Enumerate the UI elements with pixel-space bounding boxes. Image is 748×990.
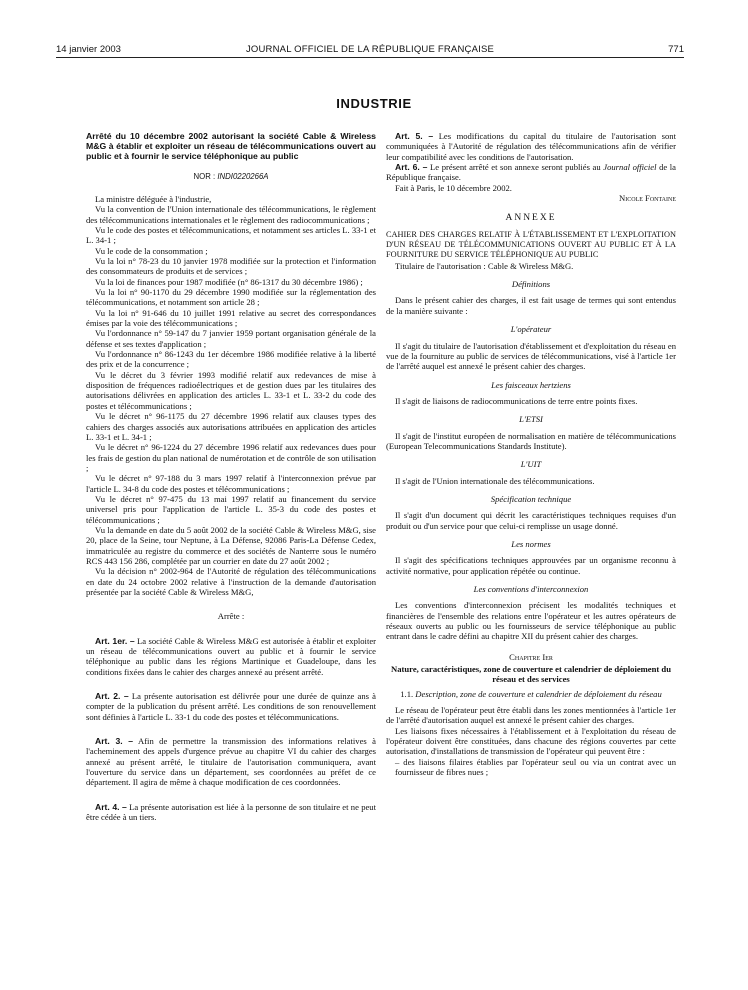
subsection-title: Description, zone de couverture et calendrier de déploiement du réseau: [415, 688, 662, 699]
heading-faisceaux: Les faisceaux hertziens: [491, 379, 571, 390]
article-label: Art. 6. –: [395, 162, 428, 173]
annexe-heading: ANNEXE: [505, 213, 557, 224]
paragraph: Vu l'ordonnance n° 86-1243 du 1er décembre 1986 modifiée relative à la liberté des prix et de la concurrence ;: [86, 349, 376, 370]
paragraph: Il s'agit d'un document qui décrit les caractéristiques techniques requises d'un produit ou d'un service pour que celui-ci remplisse un usage donné.: [386, 510, 676, 531]
heading-specification: Spécification technique: [490, 493, 572, 504]
paragraph: Vu le code de la consommation ;: [95, 245, 208, 256]
paragraph: Il s'agit de l'institut européen de normalisation en matière de télécommunications (European Telecommunications Standards Institute).: [386, 430, 676, 451]
paragraph: Vu la loi n° 91-646 du 10 juillet 1991 relative au secret des correspondances émises par la voie des télécommunications ;: [86, 307, 376, 329]
paragraph: Vu le décret n° 97-475 du 13 mai 1997 relatif au financement du service universel pris pour l'application de l'article L. 35-3 du code des postes et télécommunications ;: [86, 493, 376, 525]
left-column: [86, 131, 376, 823]
right-column: [386, 131, 676, 778]
article-label: Art. 1er. –: [95, 635, 135, 646]
titulaire-line: Titulaire de l'autorisation : Cable & Wireless M&G.: [395, 260, 574, 271]
paragraph: Vu le décret du 3 février 1993 modifié relatif aux redevances de mise à disposition de fréquences radioélectriques et de gestion dues par les titulaires des autorisations délivrées en application des articles L. 33-1 et L. 33-2 du code des postes et télécommunications ;: [86, 369, 376, 411]
nor-label: NOR :: [193, 171, 216, 181]
article-text: de la République française.: [386, 162, 676, 183]
chapter-title: Nature, caractéristiques, zone de couverture et calendrier de déploiement du réseau et des services: [391, 664, 671, 685]
paragraph: Il s'agit du titulaire de l'autorisation d'établissement et d'exploitation du réseau en vue de la fourniture au public de services de télécommunications, visé à l'article 1er de l'arrêté auquel est annexé le présent cahier des charges.: [386, 340, 676, 372]
article-5: [386, 131, 676, 162]
paragraph: Vu l'ordonnance n° 59-147 du 7 janvier 1959 portant organisation générale de la défense et ses textes d'application ;: [86, 328, 376, 349]
article-label: Art. 3. –: [95, 736, 134, 747]
article-3: [86, 736, 376, 788]
heading-normes: Les normes: [511, 538, 551, 549]
article-6: [386, 162, 676, 183]
article-4: [86, 802, 376, 823]
decree-title: Arrêté du 10 décembre 2002 autorisant la société Cable & Wireless M&G à établir et exploiter un réseau de télécommunications ouvert au public et à fournir le service téléphonique au public: [86, 131, 376, 162]
paragraph: Vu la loi n° 90-1170 du 29 décembre 1990 modifiée sur la réglementation des télécommunications, et notamment son article 28 ;: [86, 287, 376, 308]
heading-etsi: L'ETSI: [519, 414, 543, 425]
list-item: – des liaisons filaires établies par l'opérateur seul ou via un contrat avec un fournisseur de fibres nues ;: [395, 756, 676, 778]
paragraph: La ministre déléguée à l'industrie,: [95, 193, 212, 204]
nor-reference: [86, 172, 376, 182]
subsection-heading: [386, 689, 676, 699]
paragraph: Vu le décret n° 97-188 du 3 mars 1997 relatif à l'interconnexion prévue par l'article L. 34-8 du code des postes et télécommunications ;: [86, 473, 376, 494]
paragraph: Vu le code des postes et télécommunications, et notamment ses articles L. 33-1 et L. 34-1 ;: [86, 224, 376, 246]
paragraph: Dans le présent cahier des charges, il est fait usage de termes qui sont entendus de la manière suivante :: [386, 295, 676, 316]
subsection-number: 1.1.: [400, 688, 414, 699]
header-rule: [56, 57, 684, 58]
paragraph: Vu la demande en date du 5 août 2002 de la société Cable & Wireless M&G, sise 20, place de la Seine, tour Neptune, à La Défense, 92086 Paris-La Défense Cedex, immatriculée au registre du commerce et des sociétés de Nanterre sous le numéro RCS 443 156 286, complétée par un courrier en date du 27 août 2002 ;: [86, 524, 376, 566]
article-2: [86, 691, 376, 722]
header-journal-title: JOURNAL OFFICIEL DE LA RÉPUBLIQUE FRANÇAISE: [245, 44, 495, 55]
chapter-heading: Chapitre Ier: [509, 651, 553, 662]
paragraph: Les conventions d'interconnexion précisent les modalités techniques et financières de l'ensemble des relations entre l'opérateur et les autres opérateurs de réseaux ouverts au public ou les fournisseurs de service téléphonique au public entrant dans le cadre défini au chapitre XII du présent cahier des charges.: [386, 600, 676, 642]
article-label: Art. 2. –: [95, 691, 129, 702]
article-text: La société Cable & Wireless M&G est autorisée à établir et exploiter un réseau de télécommunications ouvert au public et à fournir le service téléphonique au public dans les régions Martinique et Guadeloupe, dans les conditions fixées dans le cahier des charges annexé au présent arrêté.: [86, 635, 377, 677]
cahier-title: CAHIER DES CHARGES RELATIF À L'ÉTABLISSEMENT ET L'EXPLOITATION D'UN RÉSEAU DE TÉLÉCOMMUNICATIONS OUVERT AU PUBLIC ET À LA FOURNITURE DU SERVICE TÉLÉPHONIQUE AU PUBLIC: [386, 229, 676, 260]
paragraph: Il s'agit de liaisons de radiocommunications de terre entre points fixes.: [395, 395, 638, 406]
paragraph: Vu le décret n° 96-1224 du 27 décembre 1996 relatif aux redevances dues pour les frais de gestion du plan national de numérotation et de contrôle de son utilisation ;: [86, 442, 376, 473]
nor-code: INDI0220266A: [217, 171, 269, 181]
article-1: [86, 636, 376, 677]
paragraph: Vu la loi n° 78-23 du 10 janvier 1978 modifiée sur la protection et l'information des consommateurs de produits et de services ;: [86, 256, 376, 277]
fait-line: Fait à Paris, le 10 décembre 2002.: [395, 182, 512, 193]
section-title: INDUSTRIE: [336, 96, 412, 111]
paragraph: Les liaisons fixes nécessaires à l'établissement et à l'exploitation du réseau de l'opérateur doivent être constituées, dans chacune des régions couvertes par cette autorisation, d'installations de transmission de l'opérateur qui peuvent être :: [386, 725, 676, 757]
article-label: Art. 5. –: [395, 131, 434, 141]
paragraph: Vu la loi de finances pour 1987 modifiée (n° 86-1317 du 30 décembre 1986) ;: [95, 276, 363, 287]
heading-conventions: Les conventions d'interconnexion: [473, 584, 589, 594]
paragraph: Il s'agit de l'Union internationale des télécommunications.: [395, 475, 595, 486]
journal-name: Journal officiel: [603, 162, 657, 173]
paragraph: Vu le décret n° 96-1175 du 27 décembre 1996 relatif aux clauses types des cahiers des charges associés aux autorisations attribuées en application des articles L. 33-1 et L. 34-1 ;: [86, 411, 376, 442]
header-date: 14 janvier 2003: [56, 44, 121, 55]
article-text: Le présent arrêté et son annexe seront publiés au: [430, 162, 601, 173]
paragraph: Vu la convention de l'Union internationale des télécommunications, le règlement des télécommunications internationales et le règlement des radiocommunications ;: [86, 204, 376, 225]
article-label: Art. 4. –: [95, 801, 127, 812]
paragraph: Le réseau de l'opérateur peut être établi dans les zones mentionnées à l'article 1er de l'arrêté d'autorisation auquel est annexé le présent cahier des charges.: [386, 705, 676, 726]
signature: Nicole Fontaine: [619, 193, 676, 204]
heading-definitions: Définitions: [511, 279, 551, 290]
arrete-heading: Arrête :: [217, 611, 245, 622]
header-page-number: 771: [668, 44, 684, 55]
article-text: Afin de permettre la transmission des informations relatives à l'acheminement des appels d'urgence prévue au chapitre VI du cahier des charges annexé au présent arrêté, le titulaire de l'autorisation communiquera, avant l'ouverture du service dans un département, ses coordonnées au préfet de ce département. Il agira de même à chaque modification de ces coordonnées.: [86, 736, 376, 788]
article-text: Les modifications du capital du titulaire de l'autorisation sont communiquées à l'Autorité de régulation des télécommunications afin de vérifier leur compatibilité avec les conditions de l'autorisation.: [386, 131, 676, 162]
heading-operateur: L'opérateur: [510, 324, 552, 335]
article-text: La présente autorisation est délivrée pour une durée de quinze ans à compter de la publication du présent arrêté. Les conditions de son renouvellement sont définies à l'article L. 33-1 du code des postes et télécommunications.: [86, 691, 376, 722]
heading-uit: L'UIT: [520, 459, 542, 470]
paragraph: Il s'agit des spécifications techniques approuvées par un organisme reconnu à activité normative, pour application répétée ou continue.: [386, 555, 676, 576]
article-text: La présente autorisation est liée à la personne de son titulaire et ne peut être cédée à un tiers.: [86, 801, 376, 823]
paragraph: Vu la décision n° 2002-964 de l'Autorité de régulation des télécommunications en date du 24 octobre 2002 relative à l'instruction de la demande d'autorisation présentée par la société Cable & Wireless M&G,: [86, 566, 376, 598]
